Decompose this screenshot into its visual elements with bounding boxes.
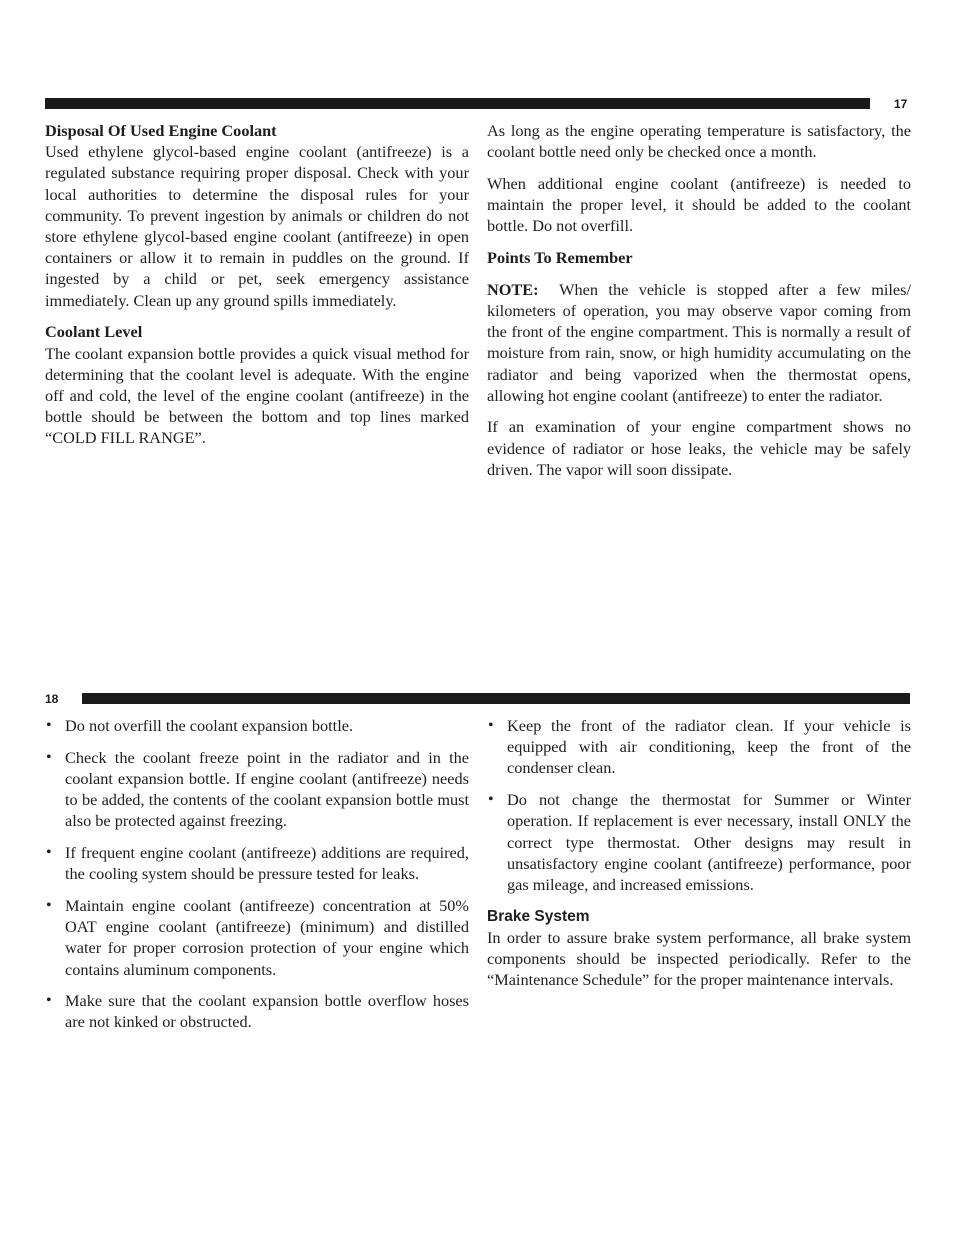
brake-system-body: In order to assure brake system performance, all brake system components should be inspected periodically. Refer to the “Maintenance Schedule” for the proper maintenance intervals. [487, 927, 911, 990]
page-18-right-column [487, 715, 911, 1001]
list-item [487, 789, 911, 895]
list-item-text: Do not change the thermostat for Summer or Winter operation. If replacement is ever necessary, install ONLY the correct type thermostat. Other designs may result in unsatisfactory engine coolant (antifreeze) performance, poor gas mileage, and increased emissions. [507, 790, 911, 894]
bullet-icon: • [46, 896, 52, 914]
list-item-text: Maintain engine coolant (antifreeze) concentration at 50% OAT engine coolant (antifreeze) (minimum) and distilled water for proper corrosion protection of your engine which contains aluminum components. [65, 895, 469, 979]
page-18-number: 18 [45, 692, 59, 706]
page-17-right-column [487, 120, 911, 491]
inspection-paragraph: As long as the engine operating temperature is satisfactory, the coolant bottle need only be checked once a month. [487, 121, 911, 162]
points-to-remember-heading: Points To Remember [487, 248, 633, 268]
bullet-icon: • [46, 717, 52, 734]
bullet-icon: • [488, 791, 494, 809]
list-item-text: Do not overfill the coolant expansion bottle. [65, 716, 354, 735]
disposal-heading: Disposal Of Used Engine Coolant [45, 121, 277, 140]
bullet-icon: • [46, 748, 52, 766]
page-17-number: 17 [894, 97, 908, 111]
page-18-left-column [45, 715, 469, 1043]
page-17-header-bar [45, 98, 870, 109]
list-item [487, 715, 911, 779]
list-item-text: Check the coolant freeze point in the radiator and in the coolant expansion bottle. If engine coolant (antifreeze) needs to be added, the contents of the coolant expansion bottle must also be protected against freezing. [65, 747, 469, 831]
coolant-level-body: The coolant expansion bottle provides a quick visual method for determining that the coolant level is adequate. With the engine off and cold, the level of the engine coolant (antifreeze) in the bottle should be between the bottom and top lines marked “COLD FILL RANGE”. [45, 343, 469, 448]
vapor-note [487, 279, 911, 406]
list-item [45, 747, 469, 832]
note-label: NOTE: [487, 279, 539, 299]
list-item [45, 990, 469, 1032]
list-item-text: If frequent engine coolant (antifreeze) additions are required, the cooling system should be pressure tested for leaks. [65, 843, 469, 884]
list-item-text: Keep the front of the radiator clean. If your vehicle is equipped with air conditioning, keep the front of the condenser clean. [507, 716, 911, 778]
disposal-body: Used ethylene glycol-based engine coolant (antifreeze) is a regulated substance requiring proper disposal. Check with your local authorities to determine the disposal rules for your community. To prevent ingestion by animals or children do not store ethylene glycol-based engine coolant (antifreeze) in open containers or allow it to remain in puddles on the ground. If ingested by a child or pet, seek emergency assistance immediately. Clean up any ground spills immediately. [45, 142, 469, 310]
page-18-header-bar [82, 693, 910, 704]
list-item [45, 842, 469, 884]
maintenance-bullet-list-right [487, 715, 911, 895]
bullet-icon: • [46, 844, 52, 862]
examination-paragraph: If an examination of your engine compartment shows no evidence of radiator or hose leaks, the vehicle may be safely driven. The vapor will soon dissipate. [487, 417, 911, 479]
note-body: When the vehicle is stopped after a few miles/ kilometers of operation, you may observe vapor coming from the front of the engine compartment. This is normally a result of moisture from rain, snow, or high humidity accumulating on the radiator and being vaporized when the thermostat opens, allowing hot engine coolant (antifreeze) to enter the radiator. [487, 279, 911, 405]
bullet-icon: • [46, 992, 52, 1010]
coolant-level-heading: Coolant Level [45, 322, 143, 342]
brake-system-heading: Brake System [487, 907, 590, 925]
bullet-icon: • [488, 717, 494, 734]
list-item [45, 895, 469, 980]
list-item [45, 715, 469, 736]
list-item-text: Make sure that the coolant expansion bottle overflow hoses are not kinked or obstructed. [65, 991, 469, 1032]
page-17-left-column [45, 120, 469, 459]
maintenance-bullet-list-left [45, 715, 469, 1033]
additional-coolant-paragraph: When additional engine coolant (antifreeze) is needed to maintain the proper level, it should be added to the coolant bottle. Do not overfill. [487, 173, 911, 236]
